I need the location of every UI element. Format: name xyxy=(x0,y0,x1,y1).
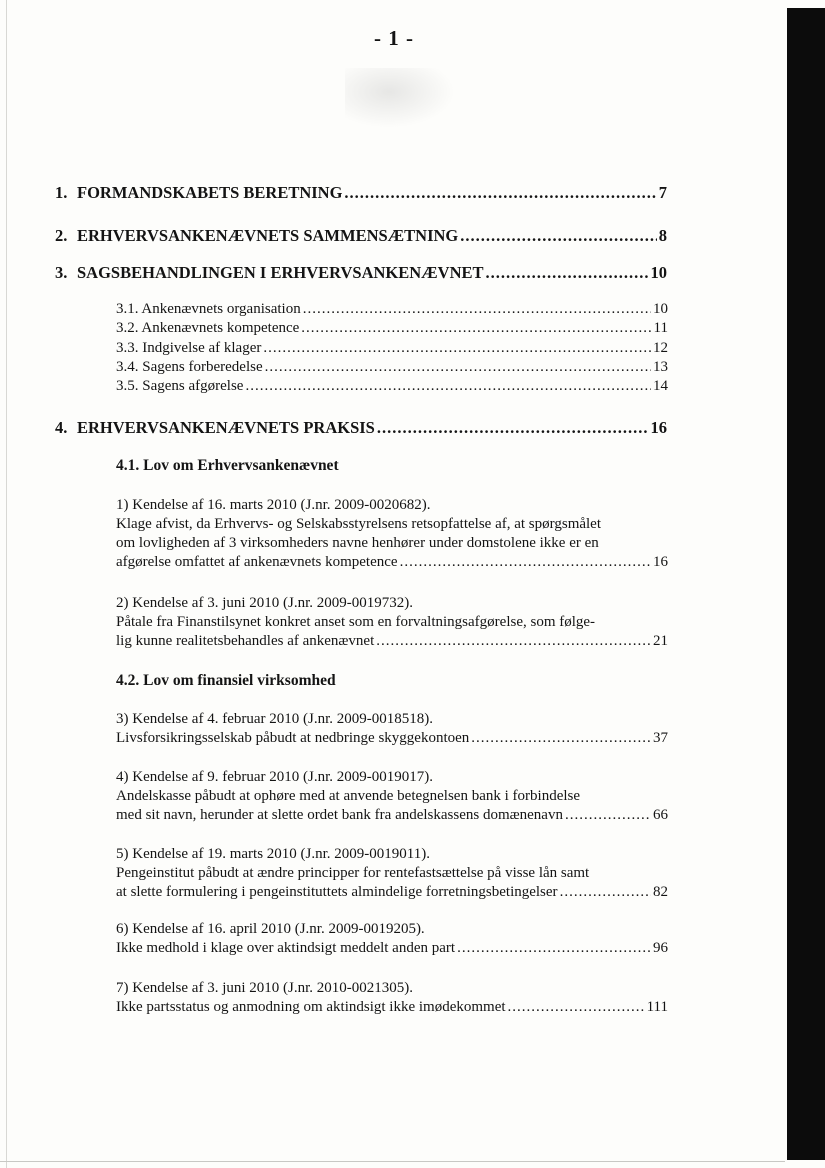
case-page: 37 xyxy=(653,730,668,746)
case-page: 21 xyxy=(653,633,668,649)
case-text: med sit navn, herunder at slette ordet bank fra andelskassens domænenavn xyxy=(116,807,563,823)
leader-dots xyxy=(344,183,656,203)
subsection-title: 3.3. Indgivelse af klager xyxy=(116,340,262,356)
leader-dots xyxy=(303,301,651,318)
case-heading: 6) Kendelse af 16. april 2010 (J.nr. 2009-0019205). xyxy=(116,921,425,937)
toc-subsection xyxy=(116,378,668,395)
leader-dots xyxy=(245,378,651,395)
case-text: lig kunne realitetsbehandles af ankenævnet xyxy=(116,633,375,649)
leader-dots xyxy=(376,633,651,650)
leader-dots xyxy=(508,999,645,1016)
case-text: Ikke medhold i klage over aktindsigt meddelt anden part xyxy=(116,940,456,956)
toc-chapter-4 xyxy=(55,418,667,438)
scan-noise xyxy=(345,68,455,128)
case-page: 111 xyxy=(646,999,668,1015)
case-heading: 5) Kendelse af 19. marts 2010 (J.nr. 2009-0019011). xyxy=(116,846,430,862)
subsection-title: 3.4. Sagens forberedelse xyxy=(116,359,263,375)
subsection-title: 3.2. Ankenævnets kompetence xyxy=(116,320,300,336)
toc-chapter-1 xyxy=(55,183,667,203)
subsection-page: 13 xyxy=(653,359,668,375)
chapter-number: 4. xyxy=(55,418,68,437)
case-text: Andelskasse påbudt at ophøre med at anvende betegnelsen bank i forbindelse xyxy=(116,788,581,804)
chapter-title: ERHVERVSANKENÆVNETS PRAKSIS xyxy=(77,418,375,437)
toc-subsection xyxy=(116,340,668,357)
case-entry xyxy=(116,730,668,747)
subsection-page: 11 xyxy=(653,320,668,336)
case-text: Pengeinstitut påbudt at ændre principper for rentefastsættelse på visse lån samt xyxy=(116,865,590,881)
subsection-title: 3.1. Ankenævnets organisation xyxy=(116,301,301,317)
leader-dots xyxy=(400,554,651,571)
case-page: 82 xyxy=(653,884,668,900)
leader-dots xyxy=(560,884,651,901)
case-text: Klage afvist, da Erhvervs- og Selskabsstyrelsens retsopfattelse af, at spørgsmålet xyxy=(116,516,602,532)
scan-shadow-bar xyxy=(787,8,825,1160)
subsection-title: 3.5. Sagens afgørelse xyxy=(116,378,244,394)
case-entry xyxy=(116,807,668,824)
toc-subsection xyxy=(116,301,668,318)
case-entry xyxy=(116,633,668,650)
case-text: om lovligheden af 3 virksomheders navne henhører under domstolene ikke er en xyxy=(116,535,599,551)
leader-dots xyxy=(471,730,651,747)
scan-bottom-line xyxy=(0,1161,785,1162)
leader-dots xyxy=(457,940,651,957)
scan-edge-line xyxy=(6,0,7,1168)
leader-dots xyxy=(486,263,649,283)
case-entry xyxy=(116,884,668,901)
chapter-title: ERHVERVSANKENÆVNETS SAMMENSÆTNING xyxy=(77,226,459,245)
toc-subsection xyxy=(116,320,668,337)
section-heading: 4.1. Lov om Erhvervsankenævnet xyxy=(116,457,339,474)
toc-subsection xyxy=(116,359,668,376)
chapter-title: FORMANDSKABETS BERETNING xyxy=(77,183,343,202)
case-page: 96 xyxy=(653,940,668,956)
case-text: Livsforsikringsselskab påbudt at nedbringe skyggekontoen xyxy=(116,730,470,746)
subsection-page: 14 xyxy=(653,378,668,394)
leader-dots xyxy=(377,418,649,438)
case-page: 16 xyxy=(653,554,668,570)
case-text: at slette formulering i pengeinstituttets almindelige forretningsbetingelser xyxy=(116,884,558,900)
page-number: - 1 - xyxy=(374,26,414,50)
case-entry xyxy=(116,999,668,1016)
case-heading: 7) Kendelse af 3. juni 2010 (J.nr. 2010-0021305). xyxy=(116,980,414,996)
toc-chapter-2 xyxy=(55,226,667,246)
chapter-title: SAGSBEHANDLINGEN I ERHVERVSANKENÆVNET xyxy=(77,263,484,282)
chapter-number: 3. xyxy=(55,263,68,282)
case-text: afgørelse omfattet af ankenævnets kompetence xyxy=(116,554,398,570)
case-heading: 3) Kendelse af 4. februar 2010 (J.nr. 2009-0018518). xyxy=(116,711,433,727)
leader-dots xyxy=(460,226,656,246)
case-entry xyxy=(116,940,668,957)
leader-dots xyxy=(565,807,651,824)
leader-dots xyxy=(301,320,651,337)
chapter-number: 1. xyxy=(55,183,68,202)
case-page: 66 xyxy=(653,807,668,823)
section-heading: 4.2. Lov om finansiel virksomhed xyxy=(116,672,336,689)
toc-chapter-3 xyxy=(55,263,667,283)
subsection-page: 10 xyxy=(653,301,668,317)
case-text: Ikke partsstatus og anmodning om aktindsigt ikke imødekommet xyxy=(116,999,506,1015)
chapter-page: 10 xyxy=(650,263,667,282)
leader-dots xyxy=(263,340,651,357)
chapter-page: 16 xyxy=(650,418,667,437)
case-heading: 1) Kendelse af 16. marts 2010 (J.nr. 2009-0020682). xyxy=(116,497,431,513)
case-heading: 4) Kendelse af 9. februar 2010 (J.nr. 2009-0019017). xyxy=(116,769,433,785)
chapter-number: 2. xyxy=(55,226,68,245)
case-text: Påtale fra Finanstilsynet konkret anset som en forvaltningsafgørelse, som følge- xyxy=(116,614,596,630)
case-entry xyxy=(116,554,668,571)
leader-dots xyxy=(265,359,651,376)
case-heading: 2) Kendelse af 3. juni 2010 (J.nr. 2009-0019732). xyxy=(116,595,414,611)
chapter-page: 7 xyxy=(658,183,667,202)
subsection-page: 12 xyxy=(653,340,668,356)
chapter-page: 8 xyxy=(658,226,667,245)
